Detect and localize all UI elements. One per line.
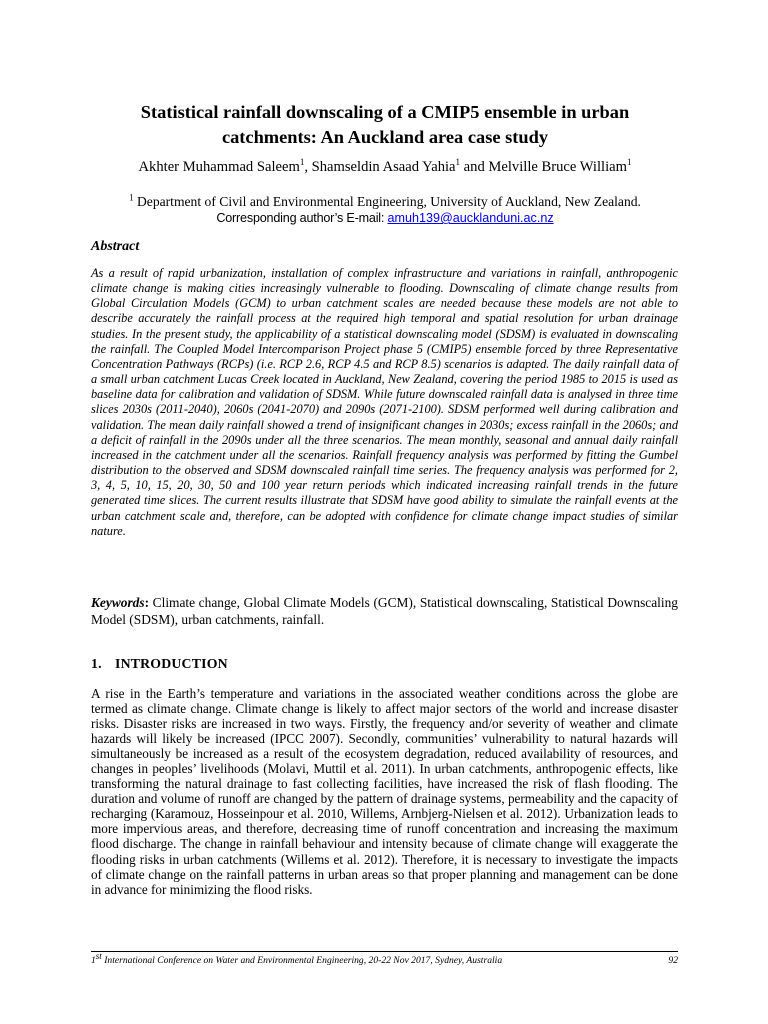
keywords-label: Keywords: [91, 595, 145, 610]
keywords-colon: :: [144, 595, 153, 610]
author-separator: and: [460, 159, 489, 175]
page-number: 92: [668, 955, 678, 966]
abstract-heading: Abstract: [91, 239, 140, 254]
title-line-2: catchments: An Auckland area case study: [221, 127, 549, 147]
page-footer: [91, 950, 678, 967]
author-affiliation-mark: 1: [455, 157, 461, 168]
section-title: INTRODUCTION: [115, 656, 228, 671]
affiliation-text: Department of Civil and Environmental Engineering, University of Auckland, New Zealand.: [136, 194, 641, 209]
title-line-1: Statistical rainfall downscaling of a CMIP5 ensemble in urban: [140, 102, 630, 122]
author-affiliation-mark: 1: [299, 157, 305, 168]
author-name: Melville Bruce William: [488, 159, 627, 175]
author-name: Shamseldin Asaad Yahia: [311, 159, 456, 175]
section-heading-introduction: [91, 656, 228, 672]
paper-title: [80, 100, 690, 150]
footer-divider: [91, 951, 678, 952]
author-affiliation-mark: 1: [626, 157, 632, 168]
email-link[interactable]: amuh139@aucklanduni.ac.nz: [387, 211, 554, 225]
section-number: 1.: [91, 656, 102, 671]
abstract-text: As a result of rapid urbanization, installation of complex infrastructure and variations in rainfall, anthropogenic climate change is making cities increasingly vulnerable to flooding. Downscaling of climate change results from Global Circulation Models (GCM) to urban catchment scales are needed because these models are not able to describe accurately the rainfall process at the required high temporal and spatial resolution for urban drainage studies. In the present study, the applicability of a statistical downscaling model (SDSM) is evaluated in downscaling the rainfall. The Coupled Model Intercomparison Project phase 5 (CMIP5) ensemble forced by three Representative Concentration Pathways (RCPs) (i.e. RCP 2.6, RCP 4.5 and RCP 8.5) scenarios is adapted. The daily rainfall data of a small urban catchment Lucas Creek located in Auckland, New Zealand, covering the period 1985 to 2015 is used as baseline data for calibration and validation of SDSM. While future downscaled rainfall data is analysed in three time slices 2030s (2011-2040), 2060s (2041-2070) and 2090s (2071-2100). SDSM performed well during calibration and validation. The mean daily rainfall showed a trend of insignificant changes in 2030s; excess rainfall in the 2060s; and a deficit of rainfall in the 2090s under all the three scenarios. The mean monthly, seasonal and annual daily rainfall increased in the catchment under all the scenarios. Rainfall frequency analysis was performed by fitting the Gumbel distribution to the observed and SDSM downscaled rainfall time series. The frequency analysis was performed for 2, 3, 4, 5, 10, 15, 20, 30, 50 and 100 year return periods which indicated increasing rainfall trends in the future generated time slices. The current results illustrate that SDSM have good ability to simulate the rainfall events at the urban catchment scale and, therefore, can be adopted with confidence for climate change impact studies of similar nature.: [91, 266, 678, 538]
author-name: Akhter Muhammad Saleem: [138, 159, 300, 175]
corresponding-email-line: [60, 209, 710, 227]
footer-ordinal: 1: [91, 955, 96, 966]
email-label: Corresponding author’s E-mail:: [216, 211, 388, 225]
author-list: [60, 158, 710, 176]
introduction-text: A rise in the Earth’s temperature and variations in the associated weather conditions across the globe are termed as climate change. Climate change is likely to affect major sectors of the world and increase disaster risks. Disaster risks are increased in two ways. Firstly, the frequency and/or severity of weather and climate hazards will likely be increased (IPCC 2007). Secondly, communities’ vulnerability to natural hazards will simultaneously be increased as a result of the ecosystem degradation, reduced availability of resources, and changes in peoples’ livelihoods (Molavi, Muttil et al. 2011). In urban catchments, anthropogenic effects, like transforming the natural drainage to fast collecting facilities, have increased the risk of flash flooding. The duration and volume of runoff are changed by the pattern of drainage systems, permeability and the capacity of recharging (Karamouz, Hosseinpour et al. 2010, Willems, Arnbjerg-Nielsen et al. 2012). Urbanization leads to more impervious areas, and therefore, decreasing time of runoff concentration and increasing the maximum flood discharge. The change in rainfall behaviour and intensity because of climate change will exaggerate the flooding risks in urban catchments (Willems et al. 2012). Therefore, it is necessary to investigate the impacts of climate change on the rainfall patterns in urban areas so that proper planning and management can be done in advance for minimizing the flood risks.: [91, 686, 678, 897]
keywords: [91, 594, 678, 628]
affiliation-mark: 1: [129, 192, 134, 203]
keywords-text: Climate change, Global Climate Models (GCM), Statistical downscaling, Statistical Downscaling Model (SDSM), urban catchments, rainfall.: [91, 595, 679, 627]
footer-conference: International Conference on Water and Environmental Engineering, 20-22 Nov 2017, Sydney, Australia: [101, 955, 503, 966]
author-separator: ,: [304, 159, 312, 175]
footer-ordinal-suffix: st: [95, 950, 102, 961]
affiliation: [60, 193, 710, 210]
